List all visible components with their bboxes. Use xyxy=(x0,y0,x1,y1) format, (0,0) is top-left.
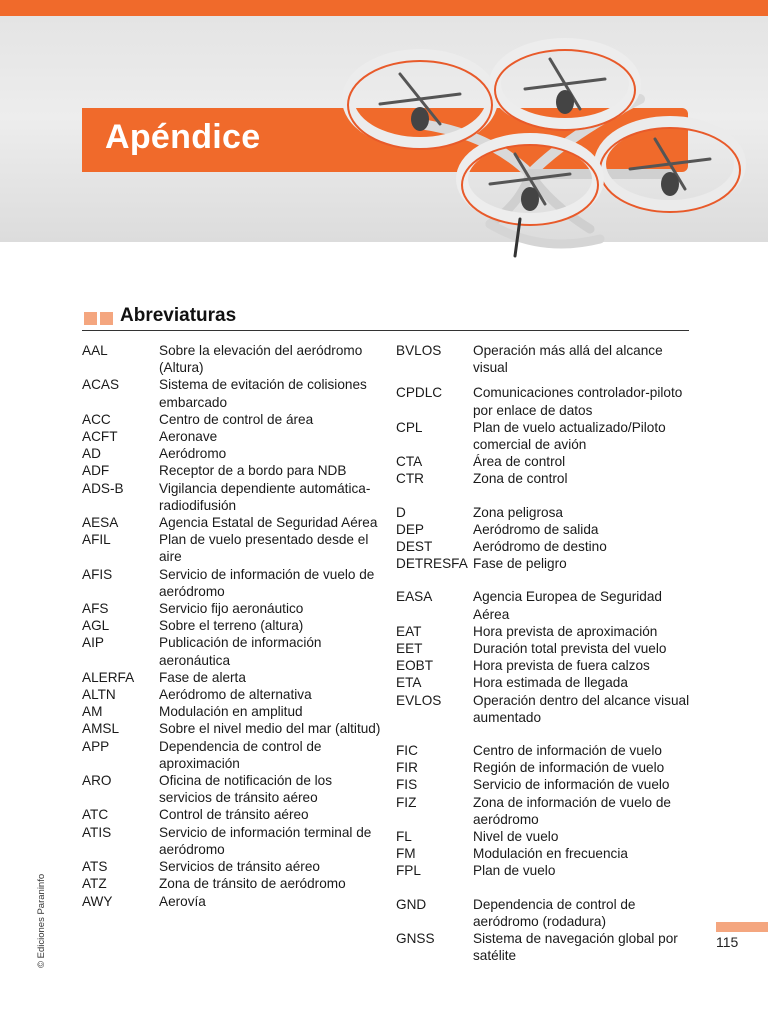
definition: Aeródromo de salida xyxy=(473,521,599,537)
section-title: Abreviaturas xyxy=(120,305,237,326)
page-number: 115 xyxy=(716,934,739,950)
abbr: CPL xyxy=(396,419,423,435)
definition: Centro de control de área xyxy=(159,411,314,427)
definition: Control de tránsito aéreo xyxy=(159,807,309,823)
list-item xyxy=(396,342,696,376)
drone-illustration xyxy=(340,24,760,264)
list-item xyxy=(82,376,382,410)
abbr: FM xyxy=(396,846,416,862)
list-item xyxy=(82,600,382,617)
list-item xyxy=(82,445,382,462)
definition: Dependencia de control de aeródromo (rodadura) xyxy=(473,896,636,929)
abbr: ATS xyxy=(82,859,108,875)
list-item xyxy=(396,588,696,622)
abbr: DETRESFA xyxy=(396,556,468,572)
definition: Zona de control xyxy=(473,471,568,487)
definition: Fase de alerta xyxy=(159,669,246,685)
abbr: ADS-B xyxy=(82,480,124,496)
abbr: ACFT xyxy=(82,429,118,445)
abbr: BVLOS xyxy=(396,343,442,358)
list-item xyxy=(82,462,382,479)
abbr: ALERFA xyxy=(82,669,135,685)
definition: Hora prevista de aproximación xyxy=(473,623,658,639)
abbr: DEP xyxy=(396,521,424,537)
list-item xyxy=(82,703,382,720)
abbr: FL xyxy=(396,829,412,845)
abbr: ATZ xyxy=(82,876,107,892)
definition: Plan de vuelo actualizado/Piloto comercial de avión xyxy=(473,419,666,453)
definition: Región de información de vuelo xyxy=(473,760,665,776)
list-item xyxy=(396,453,696,470)
list-item xyxy=(396,845,696,862)
definition: Vigilancia dependiente automática-radiodifusión xyxy=(159,480,371,513)
definition: Servicio de información terminal de aeródromo xyxy=(159,824,372,857)
abbr: ATIS xyxy=(82,824,112,840)
definition: Zona de información de vuelo de aeródromo xyxy=(473,794,671,827)
definition: Centro de información de vuelo xyxy=(473,743,662,759)
definition: Agencia Europea de Seguridad Aérea xyxy=(473,589,662,622)
abbr: CTR xyxy=(396,471,424,487)
abbreviation-column-right xyxy=(396,342,696,965)
list-item xyxy=(82,531,382,565)
list-item xyxy=(82,480,382,514)
abbr: GND xyxy=(396,896,427,912)
abbr: EASA xyxy=(396,589,433,605)
definition: Comunicaciones controlador-piloto por enlace de datos xyxy=(473,385,683,418)
section-header xyxy=(82,304,689,331)
definition: Aeródromo de destino xyxy=(473,539,607,555)
definition: Hora estimada de llegada xyxy=(473,675,628,691)
abbr: ARO xyxy=(82,773,112,789)
list-item xyxy=(396,521,696,538)
list-item xyxy=(396,623,696,640)
definition: Operación más allá del alcance visual xyxy=(473,343,663,376)
abbr: ATC xyxy=(82,807,109,823)
list-item xyxy=(82,634,382,668)
list-item xyxy=(396,538,696,555)
abbr: AD xyxy=(82,446,101,462)
publisher-credit: © Ediciones Paraninfo xyxy=(36,873,47,968)
definition: Agencia Estatal de Seguridad Aérea xyxy=(159,515,378,531)
abbr: AM xyxy=(82,704,103,720)
abbr: AMSL xyxy=(82,721,120,737)
definition: Nivel de vuelo xyxy=(473,829,559,845)
list-item xyxy=(82,893,382,910)
abbr: ADF xyxy=(82,463,110,479)
definition: Dependencia de control de aproximación xyxy=(159,738,322,771)
definition: Aeródromo xyxy=(159,446,227,462)
list-item xyxy=(82,428,382,445)
definition: Zona peligrosa xyxy=(473,504,563,520)
abbr: AFIL xyxy=(82,532,111,548)
definition: Sobre la elevación del aeródromo (Altura) xyxy=(159,343,363,376)
abbr: DEST xyxy=(396,539,433,555)
abbr: EET xyxy=(396,641,423,657)
abbr: FIC xyxy=(396,743,418,759)
list-item xyxy=(396,776,696,793)
definition: Modulación en frecuencia xyxy=(473,846,628,862)
abbr: GNSS xyxy=(396,931,435,947)
definition: Aerovía xyxy=(159,893,206,909)
list-item xyxy=(396,692,696,726)
abbr: FIZ xyxy=(396,794,417,810)
definition: Aeródromo de alternativa xyxy=(159,687,312,703)
abbr: ACC xyxy=(82,411,111,427)
list-item xyxy=(82,858,382,875)
definition: Servicio de información de vuelo xyxy=(473,777,670,793)
list-item xyxy=(396,470,696,487)
abbr: ALTN xyxy=(82,687,116,703)
abbr: CPDLC xyxy=(396,385,443,401)
definition: Hora prevista de fuera calzos xyxy=(473,658,650,674)
section-marker-square xyxy=(100,312,113,325)
page-tab xyxy=(716,922,768,932)
list-item xyxy=(396,657,696,674)
section-marker-square xyxy=(84,312,97,325)
definition: Fase de peligro xyxy=(473,556,567,572)
list-item xyxy=(82,875,382,892)
definition: Duración total prevista del vuelo xyxy=(473,641,667,657)
definition: Oficina de notificación de los servicios de tránsito aéreo xyxy=(159,773,333,806)
list-item xyxy=(396,640,696,657)
definition: Aeronave xyxy=(159,429,218,445)
list-item xyxy=(396,674,696,691)
definition: Plan de vuelo presentado desde el aire xyxy=(159,532,369,565)
abbr: D xyxy=(396,504,406,520)
abbr: FIR xyxy=(396,760,418,776)
definition: Publicación de información aeronáutica xyxy=(159,635,322,668)
list-item xyxy=(82,806,382,823)
abbr: EVLOS xyxy=(396,692,442,708)
abbr: ETA xyxy=(396,675,422,691)
list-item xyxy=(82,720,382,737)
definition: Receptor de a bordo para NDB xyxy=(159,463,347,479)
page-title: Apéndice xyxy=(105,118,261,156)
list-item xyxy=(396,896,696,930)
list-item xyxy=(82,772,382,806)
definition: Modulación en amplitud xyxy=(159,704,303,720)
definition: Área de control xyxy=(473,454,566,470)
list-item xyxy=(82,566,382,600)
abbr: EOBT xyxy=(396,658,434,674)
abbr: FIS xyxy=(396,777,418,793)
definition: Sobre el nivel medio del mar (altitud) xyxy=(159,721,381,737)
definition: Servicio fijo aeronáutico xyxy=(159,601,304,617)
list-item xyxy=(396,794,696,828)
list-item xyxy=(396,504,696,521)
list-item xyxy=(82,514,382,531)
abbr: CTA xyxy=(396,454,423,470)
list-item xyxy=(396,862,696,879)
abbr: AGL xyxy=(82,618,110,634)
list-item xyxy=(82,342,382,376)
list-item xyxy=(396,759,696,776)
top-accent-bar xyxy=(0,0,768,16)
definition: Sistema de navegación global por satélite xyxy=(473,931,678,964)
list-item xyxy=(396,419,696,453)
list-item xyxy=(82,617,382,634)
definition: Operación dentro del alcance visual aumentado xyxy=(473,692,690,725)
definition: Sobre el terreno (altura) xyxy=(159,618,304,634)
abbr: AAL xyxy=(82,343,108,358)
list-item xyxy=(396,555,696,572)
abbr: FPL xyxy=(396,863,421,879)
list-item xyxy=(396,828,696,845)
definition: Zona de tránsito de aeródromo xyxy=(159,876,346,892)
list-item xyxy=(82,686,382,703)
list-item xyxy=(82,824,382,858)
abbr: AWY xyxy=(82,893,113,909)
abbreviation-column-left xyxy=(82,342,382,910)
list-item xyxy=(396,384,696,418)
list-item xyxy=(82,411,382,428)
definition: Servicios de tránsito aéreo xyxy=(159,859,320,875)
abbr: ACAS xyxy=(82,377,120,393)
definition: Servicio de información de vuelo de aeródromo xyxy=(159,566,375,599)
abbr: EAT xyxy=(396,623,422,639)
definition: Plan de vuelo xyxy=(473,863,556,879)
abbr: AFS xyxy=(82,601,109,617)
list-item xyxy=(396,930,696,964)
list-item xyxy=(396,742,696,759)
abbr: AFIS xyxy=(82,566,113,582)
abbr: AIP xyxy=(82,635,104,651)
abbr: AESA xyxy=(82,515,119,531)
abbr: APP xyxy=(82,738,110,754)
list-item xyxy=(82,738,382,772)
list-item xyxy=(82,669,382,686)
definition: Sistema de evitación de colisiones embarcado xyxy=(159,377,367,410)
